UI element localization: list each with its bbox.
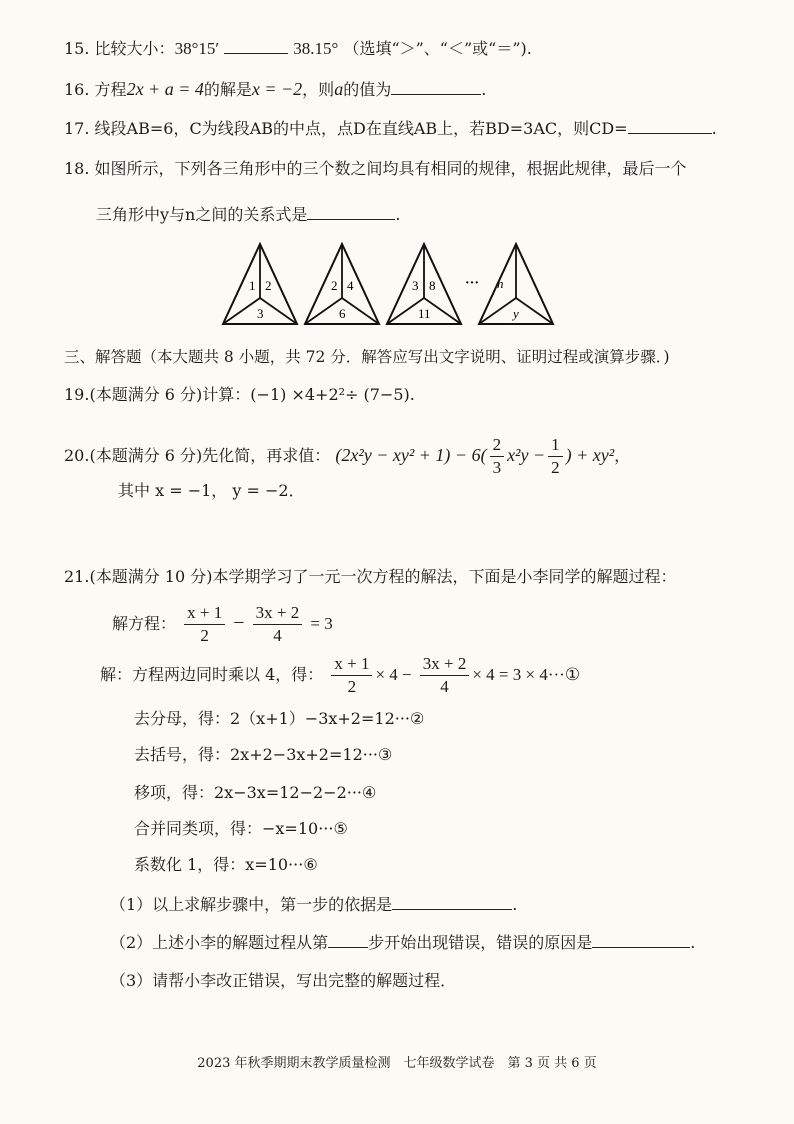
triangle-2 (305, 244, 379, 324)
question-19: 19.(本题满分 6 分)计算：(−1) ×4+2²÷ (7−5). (64, 385, 415, 404)
question-15: 15. 比较大小：38°15′ 38.15° （选填“＞”、“＜”或“＝”). (64, 39, 532, 58)
question-17: 17. 线段AB=6，C为线段AB的中点，点D在直线AB上，若BD=3AC，则CD= . (64, 119, 717, 138)
answer-blank-21-2b[interactable] (592, 933, 690, 948)
section-3-heading: 三、解答题（本大题共 8 小题，共 72 分．解答应写出文字说明、证明过程或演算步骤．) (64, 348, 670, 366)
question-16: 16. 方程2x + a = 4的解是x = −2，则a的值为 . (64, 79, 487, 99)
answer-blank-18[interactable] (307, 205, 395, 220)
triangle-3-right: 8 (429, 278, 436, 293)
ellipsis-dots: ··· (465, 276, 480, 291)
triangle-1 (223, 244, 297, 324)
sub-question-3: （3）请帮小李改正错误，写出完整的解题过程． (110, 971, 457, 990)
solution-step-2: 去分母，得：2（x+1）−3x+2=12···② (134, 709, 425, 728)
equation-to-solve: 解方程： $\frac{x + 1}{2}$ − $\frac{3x + 2}{4}$ = 3 (112, 603, 333, 645)
question-18: 18. 如图所示，下列各三角形中的三个数之间均具有相同的规律，根据此规律，最后一个 (64, 159, 687, 178)
question-18-line2: 三角形中y与n之间的关系式是 . (96, 205, 401, 224)
page-footer: 2023 年秋季期期末教学质量检测 七年级数学试卷 第 3 页 共 6 页 (197, 1056, 597, 1071)
question-21: 21.(本题满分 10 分)本学期学习了一元一次方程的解法，下面是小李同学的解题过程： (64, 567, 677, 586)
question-20: 20.(本题满分 6 分)先化简，再求值： (2x²y − xy² + 1) − 6( $\frac{2}{3}$ x²y − $\frac{1}{2}$ ) + xy²， (64, 435, 631, 477)
answer-blank-21-2a[interactable] (328, 933, 368, 948)
triangle-3-bottom: 11 (418, 306, 431, 321)
triangle-2-right: 4 (347, 278, 354, 293)
triangle-1-left: 1 (249, 278, 256, 293)
answer-blank-17[interactable] (628, 119, 712, 134)
sub-question-2: （2）上述小李的解题过程从第 步开始出现错误，错误的原因是 . (110, 933, 696, 952)
question-20-condition: 其中 x = −1， y = −2． (118, 481, 305, 500)
triangle-3 (387, 244, 461, 324)
sub-question-1: （1）以上求解步骤中，第一步的依据是 . (110, 895, 518, 914)
solution-step-6: 系数化 1，得：x=10···⑥ (134, 855, 318, 874)
triangle-1-right: 2 (265, 278, 272, 293)
triangle-pattern-figure (215, 242, 555, 330)
answer-blank-21-1[interactable] (392, 895, 512, 910)
triangle-4-right: n (497, 276, 504, 291)
solution-step-4: 移项，得：2x−3x=12−2−2···④ (134, 783, 377, 802)
triangle-3-left: 3 (412, 278, 419, 293)
solution-step-1: 解：方程两边同时乘以 4，得： $\frac{x + 1}{2}$ × 4 − $\frac{3x + 2}{4}$ × 4 = 3 × 4···① (100, 654, 581, 696)
solution-step-5: 合并同类项，得：−x=10···⑤ (134, 819, 348, 838)
answer-blank-16[interactable] (391, 80, 481, 95)
triangle-4-bottom: y (513, 306, 519, 321)
triangle-2-left: 2 (331, 278, 338, 293)
solution-step-3: 去括号，得：2x+2−3x+2=12···③ (134, 745, 393, 764)
triangle-1-bottom: 3 (257, 306, 264, 321)
triangle-2-bottom: 6 (339, 306, 346, 321)
answer-blank-15[interactable] (224, 39, 288, 54)
triangle-4 (479, 244, 553, 324)
